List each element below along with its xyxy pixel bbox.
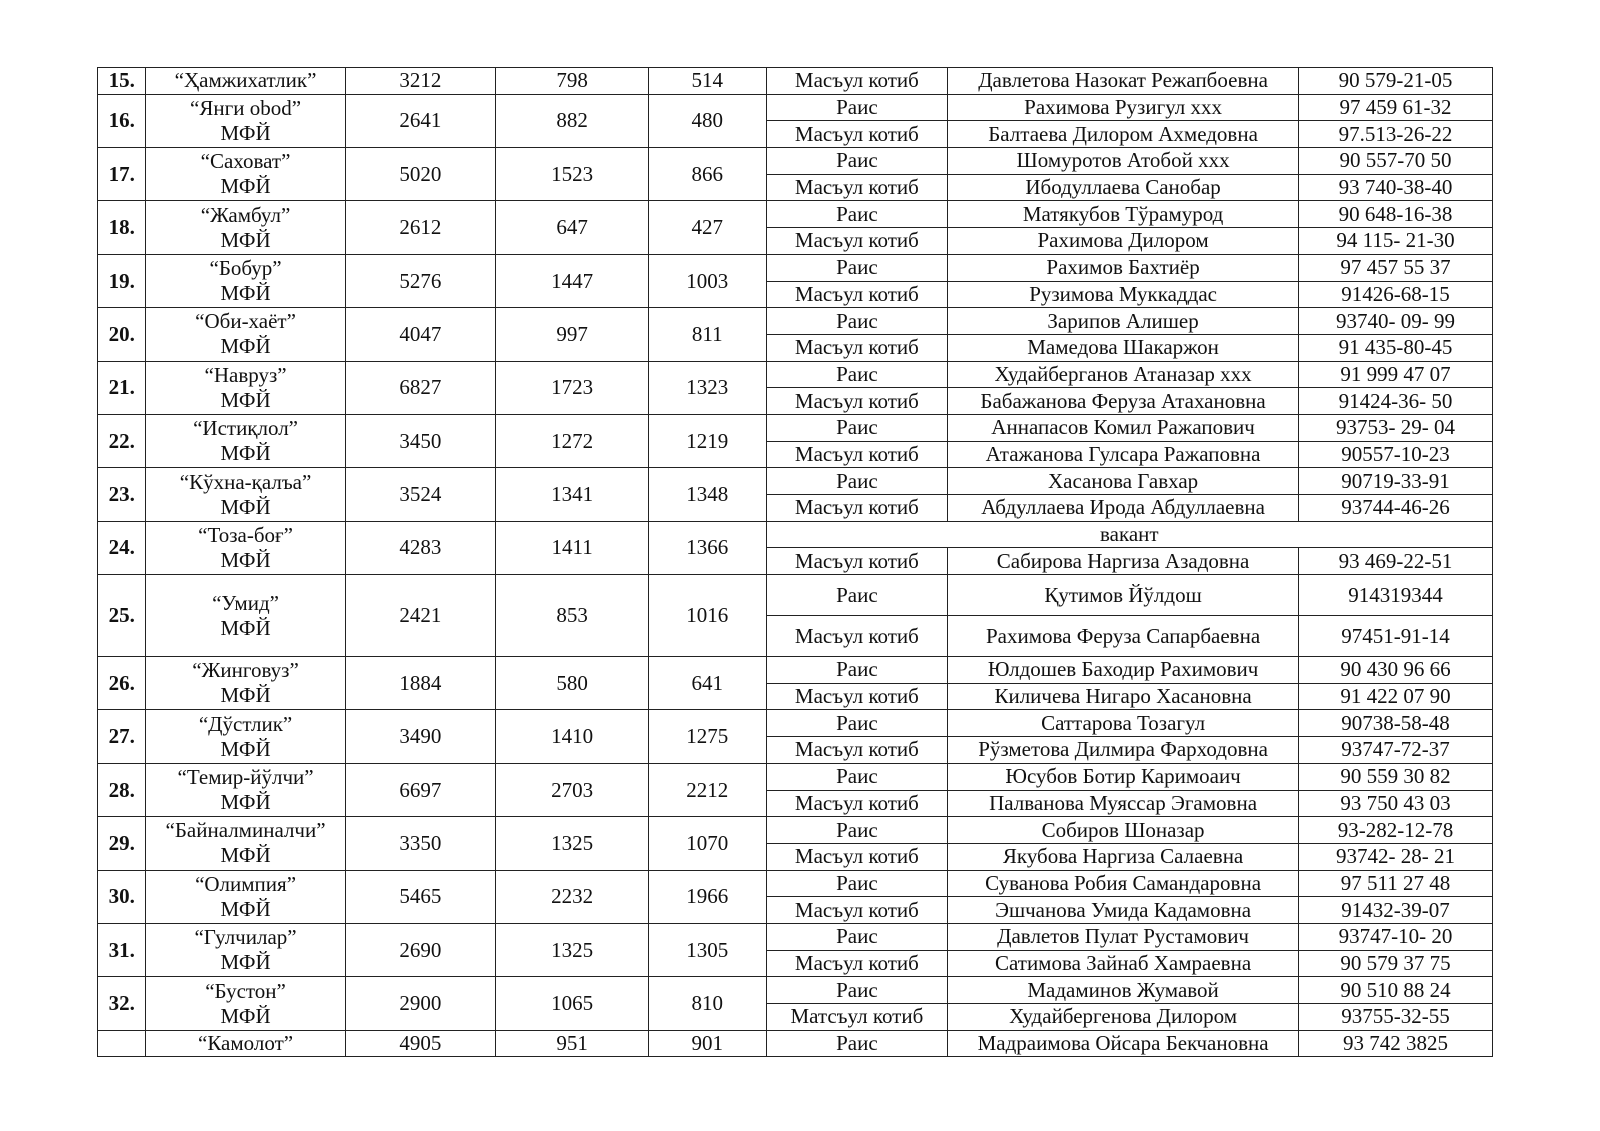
mfy-suffix: МФЙ: [220, 281, 271, 305]
person-name: Эшчанова Умида Кадамовна: [948, 897, 1299, 924]
person-name: Шомуротов Атобой ххх: [948, 148, 1299, 175]
mfy-name-line: “Камолот”: [198, 1031, 294, 1056]
population-count: 4905: [345, 1030, 496, 1057]
phone-number: 93742- 28- 21: [1298, 843, 1492, 870]
mfy-name-line: “Темир-йўлчи”: [177, 765, 314, 789]
person-name: Рузимова Муккаддас: [948, 281, 1299, 308]
phone-number: 93 750 43 03: [1298, 790, 1492, 817]
mfy-name: [146, 870, 345, 923]
phone-number: 94 115- 21-30: [1298, 228, 1492, 255]
phone-number: 93 740-38-40: [1298, 174, 1492, 201]
table-row: [98, 763, 1493, 790]
mfy-name: [146, 148, 345, 201]
person-name: Ибодуллаева Санобар: [948, 174, 1299, 201]
phone-number: 93755-32-55: [1298, 1004, 1492, 1031]
mfy-name-line: “Гулчилар”: [194, 925, 297, 950]
population-count: 5020: [345, 148, 496, 201]
phone-number: 91 435-80-45: [1298, 334, 1492, 361]
person-name: Юсубов Ботир Каримоаич: [948, 763, 1299, 790]
mfy-name: [146, 657, 345, 710]
families-count: 427: [648, 201, 766, 254]
phone-number: 97.513-26-22: [1298, 121, 1492, 148]
population-count: 4047: [345, 308, 496, 361]
families-count: 1366: [648, 521, 766, 574]
households-count: 1325: [496, 923, 649, 976]
mfy-name-line: “Навруз”: [204, 362, 287, 387]
role-cell: Масъул котиб: [766, 281, 948, 308]
mfy-name-line: “Олимпия”: [195, 871, 297, 896]
phone-number: 97 511 27 48: [1298, 870, 1492, 897]
person-name: Қутимов Йўлдош: [948, 575, 1299, 616]
households-count: 647: [496, 201, 649, 254]
table-row: [98, 414, 1493, 441]
person-name: Атажанова Гулсара Ражаповна: [948, 441, 1299, 468]
row-number: 17.: [98, 148, 146, 201]
table-row: [98, 977, 1493, 1004]
mfy-name: [146, 977, 345, 1030]
person-name: Мамедова Шакаржон: [948, 334, 1299, 361]
role-cell: Раис: [766, 923, 948, 950]
phone-number: 93-282-12-78: [1298, 817, 1492, 844]
mfy-name-line: “Саховат”: [200, 149, 291, 174]
families-count: 1219: [648, 414, 766, 467]
role-cell: Масъул котиб: [766, 228, 948, 255]
table-row: [98, 308, 1493, 335]
person-name: Хасанова Гавхар: [948, 468, 1299, 495]
person-name: Суванова Робия Самандаровна: [948, 870, 1299, 897]
person-name: Абдуллаева Ирода Абдуллаевна: [948, 495, 1299, 522]
person-name: Бабажанова Феруза Атахановна: [948, 388, 1299, 415]
mfy-name-line: “Дўстлик”: [198, 711, 293, 736]
families-count: 1348: [648, 468, 766, 521]
row-number: 27.: [98, 710, 146, 763]
population-count: 3524: [345, 468, 496, 521]
role-cell: Раис: [766, 468, 948, 495]
person-name: Саттарова Тозагул: [948, 710, 1299, 737]
mfy-suffix: МФЙ: [220, 950, 271, 975]
phone-number: 91426-68-15: [1298, 281, 1492, 308]
phone-number: 90 579-21-05: [1298, 68, 1492, 95]
households-count: 580: [496, 657, 649, 710]
role-cell: Масъул котиб: [766, 334, 948, 361]
mfy-suffix: МФЙ: [220, 736, 271, 761]
phone-number: 93747-10- 20: [1298, 923, 1492, 950]
mfy-suffix: МФЙ: [220, 1003, 271, 1028]
mfy-suffix: МФЙ: [220, 441, 271, 466]
mfy-name-line: “Кўхна-қалъа”: [179, 469, 312, 494]
households-count: 997: [496, 308, 649, 361]
mfy-name: [146, 201, 345, 254]
table-row: [98, 923, 1493, 950]
population-count: 3212: [345, 68, 496, 95]
phone-number: 90738-58-48: [1298, 710, 1492, 737]
role-cell: Масъул котиб: [766, 790, 948, 817]
table-row: [98, 94, 1493, 121]
role-cell: Раис: [766, 414, 948, 441]
households-count: 1447: [496, 254, 649, 307]
phone-number: 93744-46-26: [1298, 495, 1492, 522]
mfy-suffix: МФЙ: [220, 174, 271, 199]
person-name: Киличева Нигаро Хасановна: [948, 683, 1299, 710]
mfy-name: [146, 521, 345, 574]
row-number: 22.: [98, 414, 146, 467]
role-cell: Масъул котиб: [766, 548, 948, 575]
table-row: [98, 68, 1493, 95]
role-cell: Раис: [766, 201, 948, 228]
mfy-suffix: МФЙ: [220, 334, 271, 359]
row-number: 26.: [98, 657, 146, 710]
vacant-cell: вакант: [766, 521, 1492, 548]
phone-number: 90 430 96 66: [1298, 657, 1492, 684]
row-number: 30.: [98, 870, 146, 923]
mfy-suffix: МФЙ: [220, 843, 271, 868]
phone-number: 914319344: [1298, 575, 1492, 616]
phone-number: 90 559 30 82: [1298, 763, 1492, 790]
row-number: 18.: [98, 201, 146, 254]
table-row: [98, 201, 1493, 228]
person-name: Сабирова Наргиза Азадовна: [948, 548, 1299, 575]
households-count: 853: [496, 575, 649, 657]
population-count: 5465: [345, 870, 496, 923]
population-count: 2641: [345, 94, 496, 147]
population-count: 6697: [345, 763, 496, 816]
phone-number: 90 648-16-38: [1298, 201, 1492, 228]
mfy-name-line: “Байналминалчи”: [165, 818, 326, 843]
mfy-name: [146, 414, 345, 467]
phone-number: 97 457 55 37: [1298, 254, 1492, 281]
families-count: 480: [648, 94, 766, 147]
role-cell: Раис: [766, 710, 948, 737]
mfy-suffix: МФЙ: [220, 120, 271, 145]
population-count: 2612: [345, 201, 496, 254]
table-row: [98, 870, 1493, 897]
person-name: Матякубов Тўрамурод: [948, 201, 1299, 228]
row-number: 21.: [98, 361, 146, 414]
mfy-name-line: “Бобур”: [209, 256, 282, 280]
families-count: 1275: [648, 710, 766, 763]
mfy-table: [97, 67, 1493, 1057]
table-row: [98, 710, 1493, 737]
population-count: 3450: [345, 414, 496, 467]
families-count: 514: [648, 68, 766, 95]
households-count: 951: [496, 1030, 649, 1057]
families-count: 1966: [648, 870, 766, 923]
person-name: Мадаминов Жумавой: [948, 977, 1299, 1004]
households-count: 798: [496, 68, 649, 95]
role-cell: Масъул котиб: [766, 616, 948, 657]
row-number: 31.: [98, 923, 146, 976]
mfy-name: [146, 94, 345, 147]
families-count: 811: [648, 308, 766, 361]
table-body: [98, 68, 1493, 1057]
mfy-suffix: МФЙ: [220, 683, 271, 708]
role-cell: Раис: [766, 977, 948, 1004]
role-cell: Раис: [766, 361, 948, 388]
mfy-name: [146, 710, 345, 763]
households-count: 1065: [496, 977, 649, 1030]
households-count: 2232: [496, 870, 649, 923]
phone-number: 93747-72-37: [1298, 737, 1492, 764]
role-cell: Раис: [766, 148, 948, 175]
phone-number: 91424-36- 50: [1298, 388, 1492, 415]
households-count: 882: [496, 94, 649, 147]
row-number: 23.: [98, 468, 146, 521]
phone-number: 97 459 61-32: [1298, 94, 1492, 121]
mfy-name-line: “Жинговуз”: [192, 658, 299, 683]
person-name: Собиров Шоназар: [948, 817, 1299, 844]
households-count: 1272: [496, 414, 649, 467]
role-cell: Масъул котиб: [766, 897, 948, 924]
table-row: [98, 817, 1493, 844]
phone-number: 90 510 88 24: [1298, 977, 1492, 1004]
mfy-name-line: “Жамбул”: [200, 202, 291, 227]
mfy-suffix: МФЙ: [220, 387, 271, 412]
population-count: 2421: [345, 575, 496, 657]
row-number: 15.: [98, 68, 146, 95]
person-name: Балтаева Дилором Ахмедовна: [948, 121, 1299, 148]
table-row: [98, 148, 1493, 175]
phone-number: 91432-39-07: [1298, 897, 1492, 924]
families-count: 1016: [648, 575, 766, 657]
phone-number: 90557-10-23: [1298, 441, 1492, 468]
table-row: [98, 361, 1493, 388]
families-count: 1003: [648, 254, 766, 307]
phone-number: 90719-33-91: [1298, 468, 1492, 495]
phone-number: 93 469-22-51: [1298, 548, 1492, 575]
person-name: Худайберганов Атаназар ххх: [948, 361, 1299, 388]
person-name: Рахимова Феруза Сапарбаевна: [948, 616, 1299, 657]
households-count: 1523: [496, 148, 649, 201]
person-name: Худайбергенова Дилором: [948, 1004, 1299, 1031]
families-count: 641: [648, 657, 766, 710]
families-count: 901: [648, 1030, 766, 1057]
role-cell: Масъул котиб: [766, 950, 948, 977]
role-cell: Раис: [766, 575, 948, 616]
phone-number: 97451-91-14: [1298, 616, 1492, 657]
role-cell: Масъул котиб: [766, 843, 948, 870]
role-cell: Масъул котиб: [766, 495, 948, 522]
mfy-name-line: “Янги obod”: [190, 95, 302, 120]
role-cell: Масъул котиб: [766, 683, 948, 710]
role-cell: Масъул котиб: [766, 441, 948, 468]
person-name: Якубова Наргиза Салаевна: [948, 843, 1299, 870]
families-count: 1305: [648, 923, 766, 976]
mfy-name: [146, 308, 345, 361]
phone-number: 91 999 47 07: [1298, 361, 1492, 388]
role-cell: Раис: [766, 94, 948, 121]
table-row: [98, 575, 1493, 616]
person-name: Зарипов Алишер: [948, 308, 1299, 335]
mfy-name-line: “Тоза-боғ”: [198, 522, 293, 547]
mfy-name: [146, 763, 345, 816]
role-cell: Раис: [766, 308, 948, 335]
table-row: [98, 521, 1493, 548]
population-count: 2690: [345, 923, 496, 976]
households-count: 1325: [496, 817, 649, 870]
population-count: 5276: [345, 254, 496, 307]
families-count: 866: [648, 148, 766, 201]
row-number: 28.: [98, 763, 146, 816]
role-cell: Масъул котиб: [766, 388, 948, 415]
mfy-name-line: “Бустон”: [205, 978, 286, 1003]
row-number: 24.: [98, 521, 146, 574]
role-cell: Масъул котиб: [766, 737, 948, 764]
role-cell: Масъул котиб: [766, 174, 948, 201]
person-name: Рахимов Бахтиёр: [948, 254, 1299, 281]
role-cell: Раис: [766, 254, 948, 281]
households-count: 1410: [496, 710, 649, 763]
mfy-suffix: МФЙ: [220, 790, 271, 814]
person-name: Палванова Муяссар Эгамовна: [948, 790, 1299, 817]
phone-number: 93740- 09- 99: [1298, 308, 1492, 335]
person-name: Давлетова Назокат Режапбоевна: [948, 68, 1299, 95]
person-name: Рахимова Дилором: [948, 228, 1299, 255]
population-count: 4283: [345, 521, 496, 574]
mfy-name-line: “Истиқлол”: [193, 416, 299, 441]
mfy-suffix: МФЙ: [220, 896, 271, 921]
table-row: [98, 468, 1493, 495]
mfy-name: [146, 361, 345, 414]
population-count: 3490: [345, 710, 496, 763]
mfy-name: [146, 468, 345, 521]
mfy-name-line: “Оби-хаёт”: [195, 309, 296, 334]
role-cell: Раис: [766, 817, 948, 844]
phone-number: 90 579 37 75: [1298, 950, 1492, 977]
role-cell: Раис: [766, 657, 948, 684]
families-count: 1323: [648, 361, 766, 414]
person-name: Сатимова Зайнаб Хамраевна: [948, 950, 1299, 977]
households-count: 1411: [496, 521, 649, 574]
mfy-name: [146, 923, 345, 976]
row-number: 16.: [98, 94, 146, 147]
mfy-suffix: МФЙ: [220, 227, 271, 252]
row-number: 25.: [98, 575, 146, 657]
person-name: Давлетов Пулат Рустамович: [948, 923, 1299, 950]
mfy-suffix: МФЙ: [220, 494, 271, 519]
population-count: 6827: [345, 361, 496, 414]
mfy-name-line: “Ҳамжихатлик”: [174, 68, 317, 93]
table-row: [98, 254, 1493, 281]
phone-number: 93753- 29- 04: [1298, 414, 1492, 441]
households-count: 1723: [496, 361, 649, 414]
mfy-suffix: МФЙ: [220, 615, 271, 640]
table-row: [98, 657, 1493, 684]
phone-number: 93 742 3825: [1298, 1030, 1492, 1057]
mfy-name-line: “Умид”: [212, 590, 279, 615]
families-count: 2212: [648, 763, 766, 816]
person-name: Рахимова Рузигул ххх: [948, 94, 1299, 121]
person-name: Юлдошев Баходир Рахимович: [948, 657, 1299, 684]
person-name: Аннапасов Комил Ражапович: [948, 414, 1299, 441]
role-cell: Масъул котиб: [766, 68, 948, 95]
row-number: 29.: [98, 817, 146, 870]
role-cell: Масъул котиб: [766, 121, 948, 148]
mfy-name: [146, 254, 345, 307]
role-cell: Раис: [766, 870, 948, 897]
role-cell: Раис: [766, 763, 948, 790]
role-cell: Матсъул котиб: [766, 1004, 948, 1031]
row-number: [98, 1030, 146, 1057]
households-count: 2703: [496, 763, 649, 816]
mfy-name: [146, 817, 345, 870]
mfy-name: [146, 68, 345, 95]
table-row: [98, 1030, 1493, 1057]
phone-number: 90 557-70 50: [1298, 148, 1492, 175]
mfy-name: [146, 575, 345, 657]
person-name: Рўзметова Дилмира Фарходовна: [948, 737, 1299, 764]
population-count: 2900: [345, 977, 496, 1030]
population-count: 3350: [345, 817, 496, 870]
row-number: 20.: [98, 308, 146, 361]
households-count: 1341: [496, 468, 649, 521]
row-number: 32.: [98, 977, 146, 1030]
phone-number: 91 422 07 90: [1298, 683, 1492, 710]
families-count: 810: [648, 977, 766, 1030]
mfy-suffix: МФЙ: [220, 547, 271, 572]
mfy-name: [146, 1030, 345, 1057]
person-name: Мадраимова Ойсара Бекчановна: [948, 1030, 1299, 1057]
families-count: 1070: [648, 817, 766, 870]
role-cell: Раис: [766, 1030, 948, 1057]
population-count: 1884: [345, 657, 496, 710]
row-number: 19.: [98, 254, 146, 307]
